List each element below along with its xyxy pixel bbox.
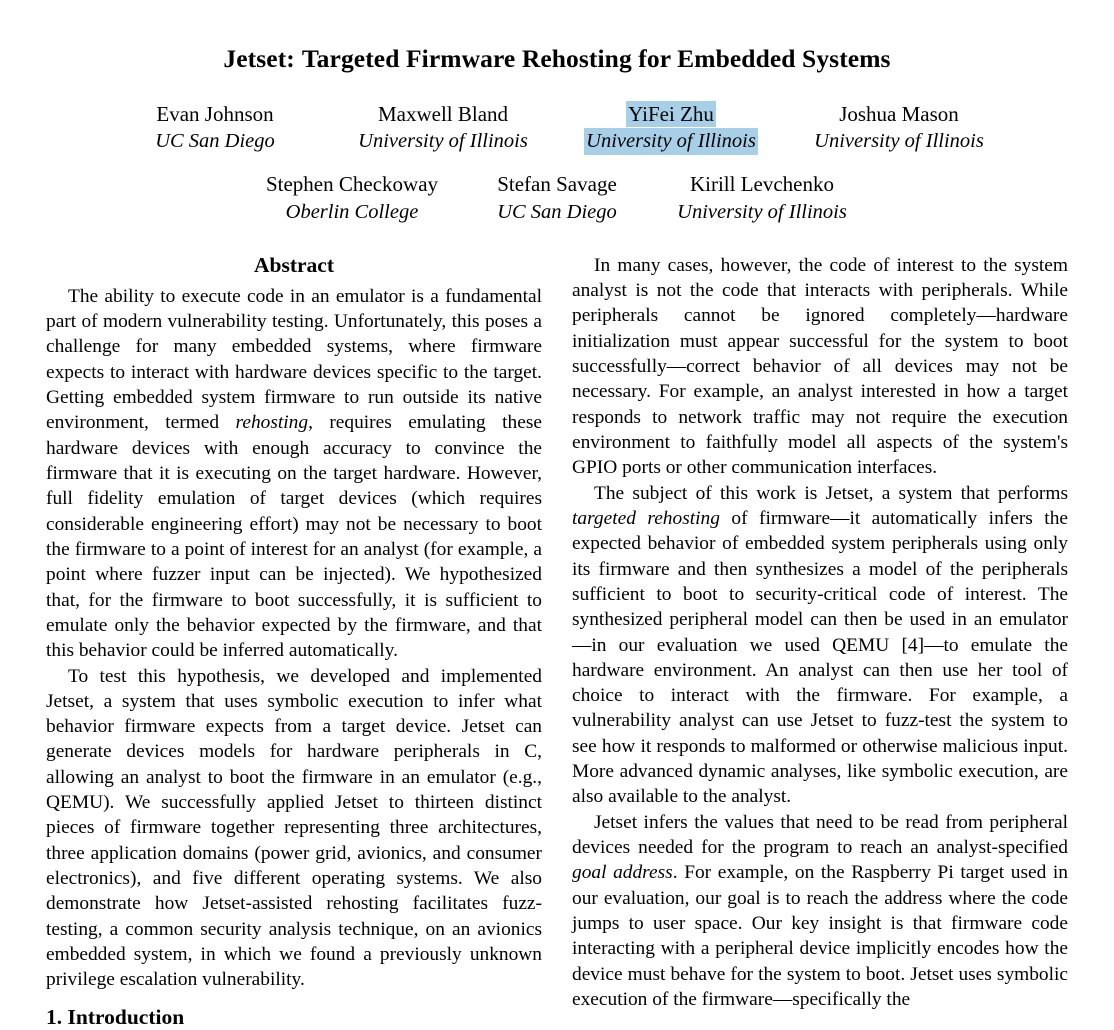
right-p3-text-b: . For example, on the Raspberry Pi target used in our evaluation, our goal is to reach the address where the code jumps to user space. Our key insight is that firmware code interacting with a peripheral device implicitly encodes how the device must behave for the system to boot. Jetset uses symbolic execution of the firmware—specifically the xyxy=(572,862,1068,1010)
author-name: Kirill Levchenko xyxy=(689,171,835,196)
author-block xyxy=(250,171,455,225)
author-affiliation: University of Illinois xyxy=(584,128,758,154)
right-paragraph-3 xyxy=(572,810,1068,1013)
author-block xyxy=(329,101,557,155)
right-p2-emphasis: targeted rehosting xyxy=(572,507,720,529)
author-block xyxy=(455,171,660,225)
author-name: Maxwell Bland xyxy=(377,101,509,126)
author-name: Stefan Savage xyxy=(497,171,617,196)
abstract-p1-emphasis: rehosting xyxy=(235,412,309,434)
author-affiliation: University of Illinois xyxy=(358,130,528,153)
abstract-paragraph-1 xyxy=(46,284,542,664)
title-short-name: Jetset: xyxy=(223,44,295,73)
page-title xyxy=(46,44,1068,75)
right-p2-text-a: The subject of this work is Jetset, a system that performs xyxy=(594,482,1068,504)
right-paragraph-1: In many cases, however, the code of interest to the system analyst is not the code that interacts with peripherals. While peripherals cannot be ignored completely—hardware initialization must appear successful for the system to boot successfully—correct behavior of all devices may not be necessary. For example, an analyst interested in how a target responds to network traffic may not require the execution environment to faithfully model all aspects of the system's GPIO ports or other communication interfaces. xyxy=(572,254,1068,479)
author-name: Stephen Checkoway xyxy=(265,171,439,196)
author-affiliation: University of Illinois xyxy=(814,130,984,153)
author-block xyxy=(660,171,865,225)
right-column xyxy=(572,253,1068,1030)
author-block xyxy=(101,101,329,155)
author-affiliation: Oberlin College xyxy=(285,200,419,223)
author-block-selected xyxy=(557,101,785,155)
author-affiliation: UC San Diego xyxy=(497,200,617,223)
right-paragraph-2 xyxy=(572,481,1068,810)
author-name: YiFei Zhu xyxy=(628,101,714,126)
left-column xyxy=(46,253,542,1030)
author-block xyxy=(785,101,1013,155)
body-columns xyxy=(46,253,1068,1030)
author-name: Evan Johnson xyxy=(156,101,274,126)
abstract-paragraph-2: To test this hypothesis, we developed and implemented Jetset, a system that uses symbolic execution to infer what behavior firmware expects from a target device. Jetset can generate devices models for hardware peripherals in C, allowing an analyst to boot the firmware in an emulator (e.g., QEMU). We successfully applied Jetset to thirteen distinct pieces of firmware together representing three architectures, three application domains (power grid, avionics, and consumer electronics), and five different operating systems. We also demonstrate how Jetset-assisted rehosting facilitates fuzz-testing, a common security analysis technique, on an avionics embedded system, in which we found a previously unknown privilege escalation vulnerability. xyxy=(46,665,542,991)
abstract-p1-text-b: , requires emulating these hardware devices with enough accuracy to convince the firmware that it is executing on the target hardware. However, full fidelity emulation of target devices (which requires considerable engineering effort) may not be necessary to boot the firmware to a point of interest for an analyst (for example, a point where fuzzer input can be injected). We hypothesized that, for the firmware to boot successfully, it is sufficient to emulate only the behavior expected by the firmware, and that this behavior could be inferred automatically. xyxy=(46,412,542,662)
right-p2-text-b: of firmware—it automatically infers the expected behavior of embedded system peripherals using only its firmware and then synthesizes a model of the peripherals sufficient to boot to security-critical code of interest. The synthesized peripheral model can then be used in an emulator—in our evaluation we used QEMU [4]—to emulate the hardware environment. An analyst can then use her tool of choice to interact with the firmware. For example, a vulnerability analyst can use Jetset to fuzz-test the system to see how it responds to malformed or otherwise malicious input. More advanced dynamic analyses, like symbolic execution, are also available to the analyst. xyxy=(572,507,1068,808)
abstract-p1-text-a: The ability to execute code in an emulator is a fundamental part of modern vulnerability testing. Unfortunately, this poses a challenge for many embedded systems, where firmware expects to interact with hardware devices specific to the target. Getting embedded system firmware to run outside its native environment, termed xyxy=(46,285,542,434)
author-affiliation: University of Illinois xyxy=(677,200,847,223)
author-list xyxy=(46,101,1068,225)
right-p3-emphasis: goal address xyxy=(572,862,673,884)
author-row-2 xyxy=(46,171,1068,225)
abstract-heading: Abstract xyxy=(253,252,334,277)
author-name: Joshua Mason xyxy=(839,101,959,126)
intro-heading: 1. Introduction xyxy=(46,1004,185,1029)
author-affiliation: UC San Diego xyxy=(155,130,275,153)
right-p3-text-a: Jetset infers the values that need to be read from peripheral devices needed for the program to reach an analyst-specified xyxy=(572,811,1068,858)
title-subtitle: Targeted Firmware Rehosting for Embedded Systems xyxy=(301,44,891,73)
author-row-1 xyxy=(46,101,1068,155)
